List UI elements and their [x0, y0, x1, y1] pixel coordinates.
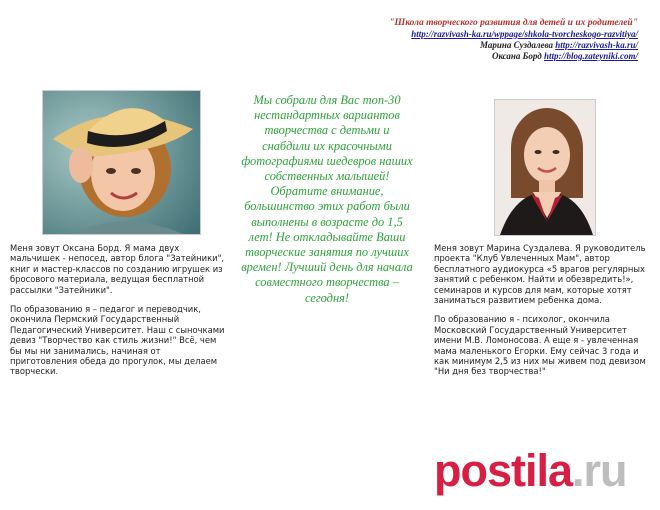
header-block: [308, 18, 638, 62]
school-link[interactable]: http://razvivash-ka.ru/wppage/shkola-tvorcheskogo-razvitiya/: [411, 29, 638, 39]
marina-photo: [494, 99, 596, 236]
marina-bio: [434, 243, 646, 386]
postila-logo[interactable]: [434, 445, 627, 496]
author1-link[interactable]: http://razvivash-ka.ru/: [555, 40, 638, 50]
author1-name: Марина Суздалева: [480, 40, 553, 50]
author2-link[interactable]: http://blog.zateyniki.com/: [544, 51, 638, 61]
author2-name: Оксана Борд: [491, 51, 542, 61]
logo-part-1: postila: [434, 445, 573, 496]
school-title: "Школа творческого развития для детей и их родителей": [389, 18, 638, 28]
oksana-bio: [10, 243, 228, 386]
oksana-bio-p1: Меня зовут Оксана Борд. Я мама двух мальчишек - непосед, автор блога "Затейники", книг и мастер-классов по созданию игрушек из бросового материала, ведущая бесплатной рассылки "Затейники".: [10, 243, 225, 295]
oksana-photo-illustration: [43, 91, 200, 234]
marina-bio-p1: Меня зовут Марина Суздалева. Я руководитель проекта "Клуб Увлеченных Мам", автор бесплатного аудиокурса «5 врагов регулярных занятий с ребенком. Найти и обезвредить!», семинаров и курсов для мам, которые хотят заниматься развитием ребенка дома.: [434, 243, 646, 306]
oksana-photo: [42, 90, 201, 235]
intro-quote: Мы собрали для Вас топ-30 нестандартных вариантов творчества с детьми и снабдили их красочными фотографиями шедевров наших собственных малышей! Обратите внимание, большинство этих работ были выполнены в возрасте до 1,5 лет! Не откладывайте Ваши творческие занятия по лучших времен! Лучший день для начала совместного творчества – сегодня!: [241, 93, 413, 305]
oksana-bio-p2: По образованию я – педагог и переводчик, окончила Пермский Государственный Педагогический Университет. Наш с сыночками девиз "Творчество как стиль жизни!" Всё, чем бы мы ни занимались, начиная от приготовления обеда до прогулок, мы делаем творчески.: [10, 304, 225, 377]
marina-photo-illustration: [495, 100, 595, 235]
marina-bio-p2: По образованию я - психолог, окончила Московский Государственный Университет имени М.В. Ломоносова. А еще я - увлеченная мама маленького Егорки. Ему сейчас 3 года и как минимум 2,5 из них мы живем под девизом "Ни дня без творчества!": [434, 314, 646, 377]
logo-part-2: .ru: [572, 445, 627, 496]
